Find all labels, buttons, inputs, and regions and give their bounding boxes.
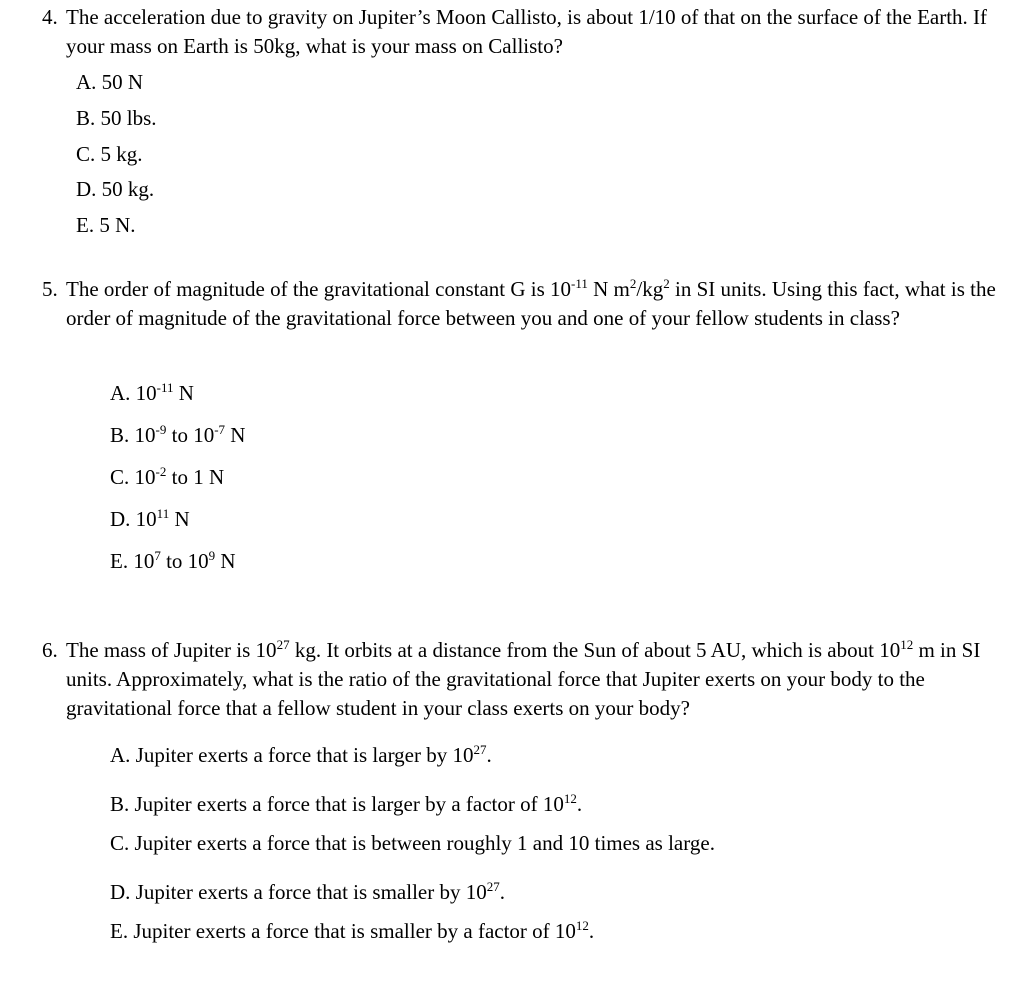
question-text: The mass of Jupiter is $10^{27}$ kg. It orbits at a distance from the Sun of about 5 AU, which is about $10^{12}$ m in SI units. Approximately, what is the ratio of the gravitational force that Jupiter exerts on your body to the gravitational force that a fellow student in your class exerts on your body?: [66, 637, 981, 720]
option-d[interactable]: D. $10^{11}$ N: [110, 506, 190, 531]
question-number: 5.: [42, 277, 58, 301]
option-e[interactable]: E. Jupiter exerts a force that is smaller by a factor of $10^{12}$.: [110, 918, 595, 943]
option-e[interactable]: E. 5 N.: [76, 213, 136, 237]
question-text: The order of magnitude of the gravitational constant G is $10^{-11}$ N $m^2/kg^2$ in SI units. Using this fact, what is the order of magnitude of the gravitational force between you and one of your fellow students in class?: [66, 276, 996, 330]
question-text: The acceleration due to gravity on Jupiter’s Moon Callisto, is about 1/10 of that on the surface of the Earth. If your mass on Earth is 50kg, what is your mass on Callisto?: [66, 5, 988, 58]
question-number: 4.: [42, 5, 58, 29]
option-b[interactable]: B. Jupiter exerts a force that is larger by a factor of $10^{12}$.: [110, 791, 583, 816]
option-e[interactable]: E. $10^7$ to $10^9$ N: [110, 548, 236, 573]
option-c[interactable]: C. $10^{-2}$ to 1 N: [110, 464, 225, 489]
option-d[interactable]: D. 50 kg.: [76, 177, 155, 201]
question-number: 6.: [42, 638, 58, 662]
option-b[interactable]: B. $10^{-9}$ to $10^{-7}$ N: [110, 422, 246, 447]
option-c[interactable]: C. Jupiter exerts a force that is between roughly 1 and 10 times as large.: [110, 831, 715, 855]
option-a[interactable]: A. $10^{-11}$ N: [110, 380, 194, 405]
option-a[interactable]: A. 50 N: [76, 70, 144, 94]
option-a[interactable]: A. Jupiter exerts a force that is larger by $10^{27}$.: [110, 742, 492, 767]
option-c[interactable]: C. 5 kg.: [76, 142, 143, 166]
option-d[interactable]: D. Jupiter exerts a force that is smaller by $10^{27}$.: [110, 879, 505, 904]
option-b[interactable]: B. 50 lbs.: [76, 106, 157, 130]
